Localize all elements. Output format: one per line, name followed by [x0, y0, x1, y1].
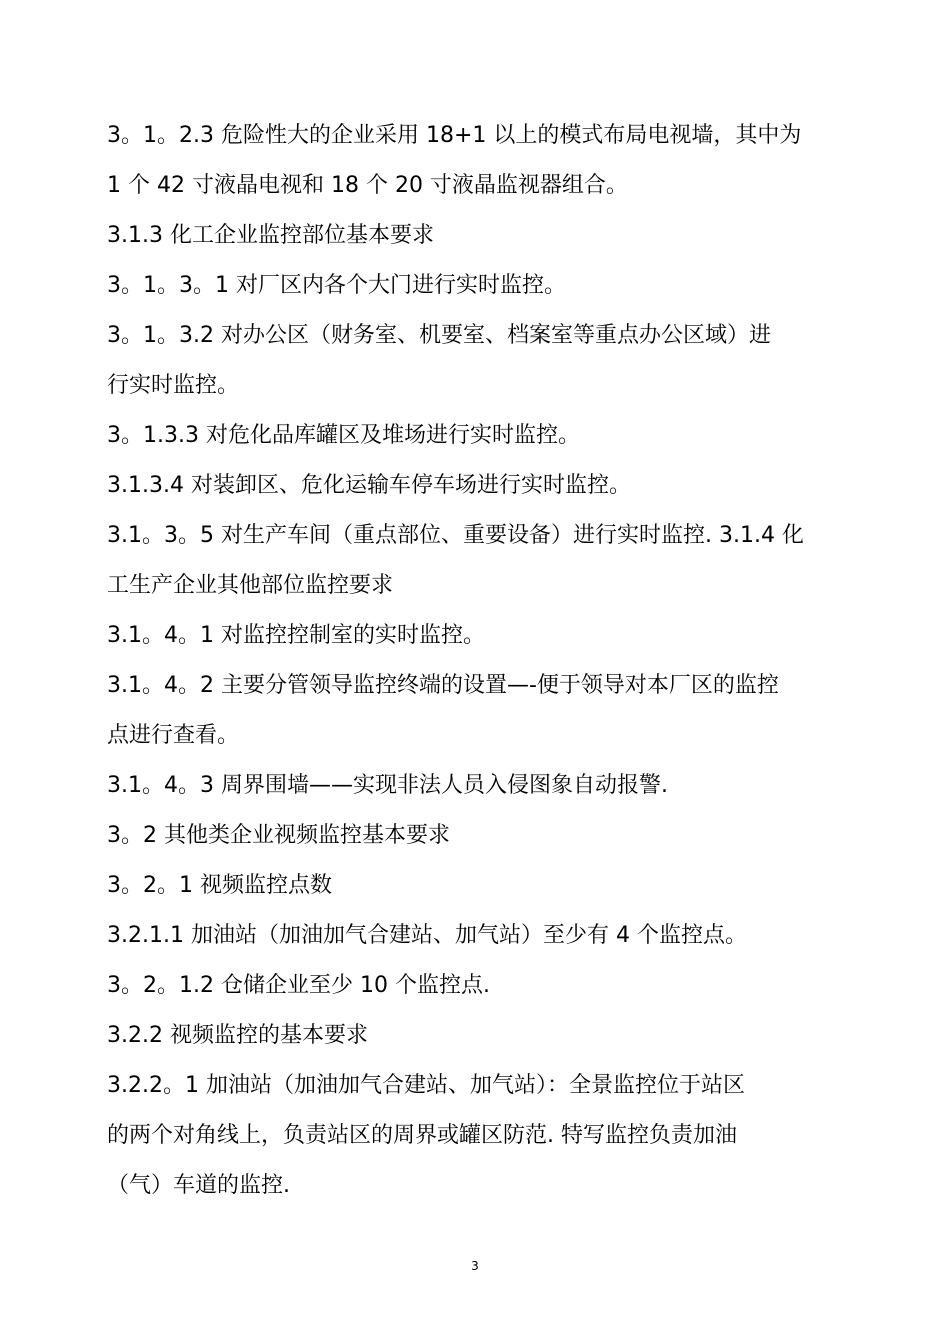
- section-heading: 3。2。1 视频监控点数: [107, 873, 332, 898]
- text-line: （气）车道的监控.: [107, 1173, 290, 1198]
- text-line: 1 个 42 寸液晶电视和 18 个 20 寸液晶监视器组合。: [107, 173, 628, 198]
- text-line: 3.1。4。3 周界围墙——实现非法人员入侵图象自动报警.: [107, 773, 668, 798]
- text-line: 3.1。4。2 主要分管领导监控终端的设置—-便于领导对本厂区的监控: [107, 673, 779, 698]
- text-line: 3.1。3。5 对生产车间（重点部位、重要设备）进行实时监控. 3.1.4 化: [107, 523, 804, 548]
- text-line: 3.2.2。1 加油站（加油加气合建站、加气站）：全景监控位于站区: [107, 1073, 745, 1098]
- text-line: 3.1。4。1 对监控控制室的实时监控。: [107, 623, 485, 648]
- text-line: 3。1。3。1 对厂区内各个大门进行实时监控。: [107, 273, 566, 298]
- page-number: 3: [471, 1259, 479, 1273]
- text-line: 点进行查看。: [107, 723, 240, 748]
- section-heading: 3.2.2 视频监控的基本要求: [107, 1023, 368, 1048]
- text-line: 3。2。1.2 仓储企业至少 10 个监控点.: [107, 973, 490, 998]
- text-line: 3.1.3.4 对装卸区、危化运输车停车场进行实时监控。: [107, 473, 631, 498]
- text-line: 3。1.3.3 对危化品库罐区及堆场进行实时监控。: [107, 423, 580, 448]
- text-line: 3。1。2.3 危险性大的企业采用 18+1 以上的模式布局电视墙，其中为: [107, 123, 802, 148]
- text-line: 行实时监控。: [107, 373, 240, 398]
- section-heading: 3。2 其他类企业视频监控基本要求: [107, 823, 450, 848]
- text-line: 的两个对角线上，负责站区的周界或罐区防范. 特写监控负责加油: [107, 1123, 737, 1148]
- section-heading: 3.1.3 化工企业监控部位基本要求: [107, 223, 434, 248]
- text-line: 3。1。3.2 对办公区（财务室、机要室、档案室等重点办公区域）进: [107, 323, 771, 348]
- document-body: [107, 111, 852, 1211]
- text-line: 3.2.1.1 加油站（加油加气合建站、加气站）至少有 4 个监控点。: [107, 923, 747, 948]
- text-line: 工生产企业其他部位监控要求: [107, 573, 394, 598]
